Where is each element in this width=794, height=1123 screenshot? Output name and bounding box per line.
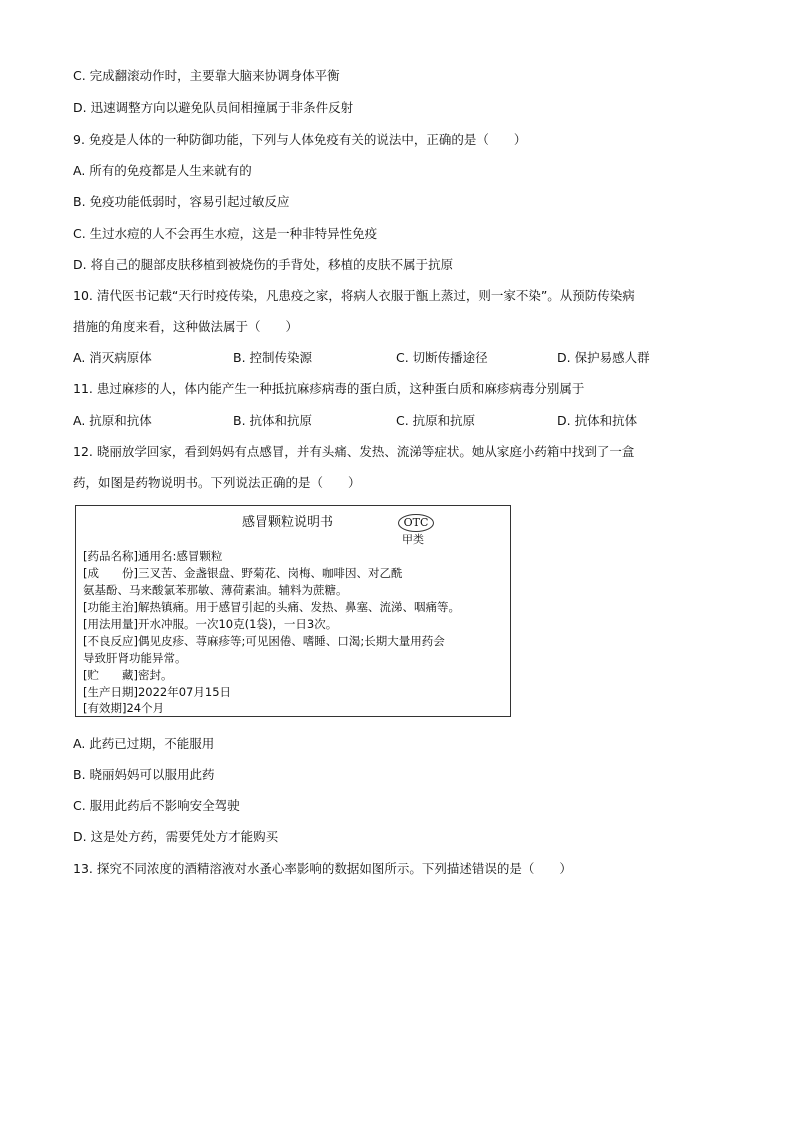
q10-option-b: B. 控制传染源 — [233, 350, 313, 365]
q8-option-c: C. 完成翻滚动作时，主要靠大脑来协调身体平衡 — [73, 68, 340, 83]
leaflet-line: [不良反应]偶见皮疹、荨麻疹等;可见困倦、嗜睡、口渴;长期大量用药会 — [83, 634, 445, 648]
q12-option-c: C. 服用此药后不影响安全驾驶 — [73, 798, 240, 813]
leaflet-line: [贮 藏]密封。 — [83, 668, 173, 682]
leaflet-line: [功能主治]解热镇痛。用于感冒引起的头痛、发热、鼻塞、流涕、咽痛等。 — [83, 600, 460, 614]
q9-option-a: A. 所有的免疫都是人生来就有的 — [73, 163, 252, 178]
leaflet-line: [成 份]三叉苦、金盏银盘、野菊花、岗梅、咖啡因、对乙酰 — [83, 566, 403, 580]
q9-option-c: C. 生过水痘的人不会再生水痘，这是一种非特异性免疫 — [73, 226, 378, 241]
q11-option-a: A. 抗原和抗体 — [73, 413, 152, 428]
q9-option-d: D. 将自己的腿部皮肤移植到被烧伤的手背处，移植的皮肤不属于抗原 — [73, 257, 454, 272]
leaflet-line: 氨基酚、马来酸氯苯那敏、薄荷素油。辅料为蔗糖。 — [83, 583, 348, 597]
q9-stem: 9. 免疫是人体的一种防御功能，下列与人体免疫有关的说法中，正确的是（ ） — [73, 132, 527, 147]
q10-stem-line2: 措施的角度来看，这种做法属于（ ） — [73, 319, 299, 334]
q10-option-c: C. 切断传播途径 — [396, 350, 488, 365]
q10-stem-line1: 10. 清代医书记载“天行时疫传染，凡患疫之家，将病人衣服于甑上蒸过，则一家不染”。从预防传染病 — [73, 288, 635, 303]
medicine-leaflet — [75, 505, 511, 717]
otc-mark: OTC — [398, 514, 434, 532]
leaflet-line: [用法用量]开水冲服。一次10克(1袋)，一日3次。 — [83, 617, 338, 631]
q11-option-b: B. 抗体和抗原 — [233, 413, 313, 428]
q11-option-c: C. 抗原和抗原 — [396, 413, 476, 428]
q12-option-a: A. 此药已过期，不能服用 — [73, 736, 215, 751]
otc-class-label: 甲类 — [402, 533, 424, 546]
leaflet-line: [生产日期]2022年07月15日 — [83, 685, 232, 699]
q13-stem: 13. 探究不同浓度的酒精溶液对水蚤心率影响的数据如图所示。下列描述错误的是（ ） — [73, 861, 572, 876]
q12-option-b: B. 晓丽妈妈可以服用此药 — [73, 767, 215, 782]
leaflet-line: [有效期]24个月 — [83, 701, 165, 715]
leaflet-line: 导致肝肾功能异常。 — [83, 651, 187, 665]
q12-stem-line1: 12. 晓丽放学回家，看到妈妈有点感冒，并有头痛、发热、流涕等症状。她从家庭小药箱中找到了一盒 — [73, 444, 635, 459]
leaflet-title: 感冒颗粒说明书 — [242, 515, 334, 530]
q11-option-d: D. 抗体和抗体 — [557, 413, 638, 428]
q10-option-a: A. 消灭病原体 — [73, 350, 152, 365]
q12-stem-line2: 药，如图是药物说明书。下列说法正确的是（ ） — [73, 475, 361, 490]
leaflet-line: [药品名称]通用名:感冒颗粒 — [83, 549, 223, 563]
q12-option-d: D. 这是处方药，需要凭处方才能购买 — [73, 829, 279, 844]
q10-option-d: D. 保护易感人群 — [557, 350, 650, 365]
q9-option-b: B. 免疫功能低弱时，容易引起过敏反应 — [73, 194, 290, 209]
q11-stem: 11. 患过麻疹的人，体内能产生一种抵抗麻疹病毒的蛋白质，这种蛋白质和麻疹病毒分别属于 — [73, 381, 585, 396]
q8-option-d: D. 迅速调整方向以避免队员间相撞属于非条件反射 — [73, 100, 354, 115]
